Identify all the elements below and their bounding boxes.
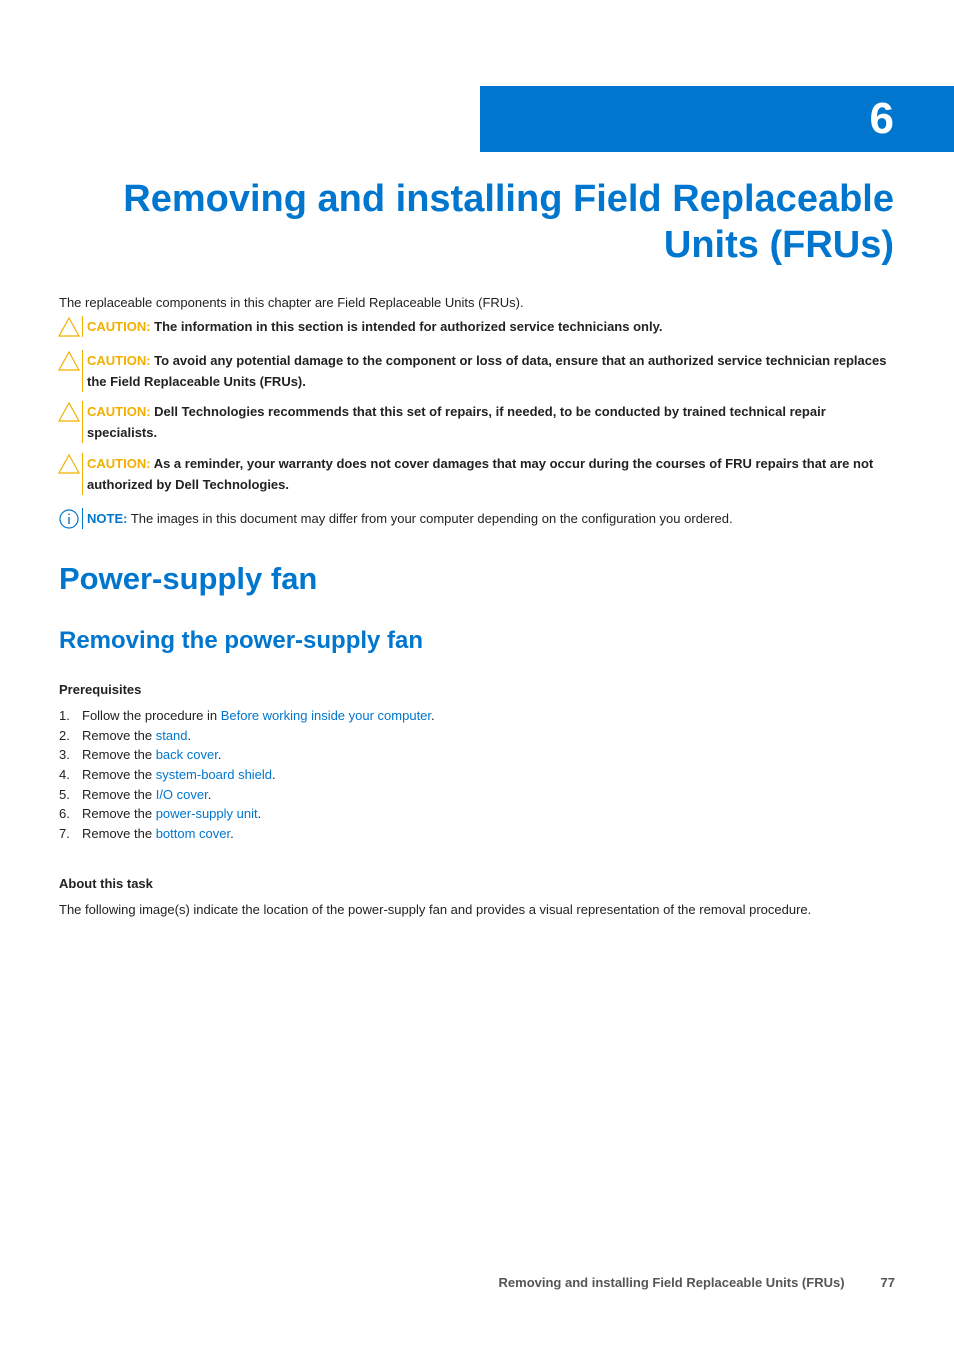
note-label: NOTE: bbox=[87, 511, 128, 526]
page-footer bbox=[499, 1275, 895, 1290]
list-item bbox=[59, 785, 435, 805]
step-text: Remove the bbox=[82, 747, 156, 763]
list-item bbox=[59, 765, 435, 785]
link-before-working[interactable]: Before working inside your computer bbox=[220, 708, 432, 723]
chapter-title-line2: Units (FRUs) bbox=[663, 224, 894, 266]
link-power-supply-unit[interactable]: power-supply unit bbox=[155, 806, 258, 822]
note-notice bbox=[58, 508, 888, 529]
step-number: 7. bbox=[59, 826, 70, 842]
step-number: 6. bbox=[59, 806, 70, 822]
step-suffix: . bbox=[272, 767, 276, 783]
step-text: Remove the bbox=[82, 826, 156, 842]
step-number: 1. bbox=[59, 708, 70, 723]
caution-text: To avoid any potential damage to the component or loss of data, ensure that an authorized service technician replaces the Field Replaceable Units (FRUs). bbox=[87, 353, 887, 389]
info-circle-icon bbox=[58, 508, 80, 530]
step-number: 3. bbox=[59, 747, 70, 763]
step-suffix: . bbox=[207, 786, 212, 802]
caution-label: CAUTION: bbox=[87, 404, 151, 419]
step-text: Remove the bbox=[82, 767, 156, 783]
link-io-cover[interactable]: I/O cover bbox=[155, 786, 208, 802]
list-item bbox=[59, 726, 435, 746]
caution-label: CAUTION: bbox=[87, 456, 151, 471]
step-text: Remove the bbox=[82, 727, 156, 743]
step-text: Remove the bbox=[82, 786, 156, 802]
caution-label: CAUTION: bbox=[87, 319, 151, 334]
step-suffix: . bbox=[187, 727, 192, 743]
link-bottom-cover[interactable]: bottom cover bbox=[155, 826, 231, 842]
list-item bbox=[59, 824, 435, 844]
link-stand[interactable]: stand bbox=[155, 727, 188, 743]
link-system-board-shield[interactable]: system-board shield bbox=[155, 767, 273, 783]
warning-triangle-icon bbox=[58, 453, 80, 475]
intro-text: The replaceable components in this chapter are Field Replaceable Units (FRUs). bbox=[59, 295, 524, 310]
step-suffix: . bbox=[431, 708, 435, 723]
caution-text: The information in this section is intended for authorized service technicians only. bbox=[154, 319, 663, 334]
footer-title: Removing and installing Field Replaceable Units (FRUs) bbox=[498, 1275, 845, 1290]
about-task-heading: About this task bbox=[59, 876, 153, 891]
chapter-number: 6 bbox=[869, 94, 894, 143]
prerequisites-list bbox=[59, 706, 435, 844]
step-suffix: . bbox=[230, 826, 234, 842]
caution-notice bbox=[58, 401, 888, 443]
list-item bbox=[59, 804, 435, 824]
list-item bbox=[59, 745, 435, 765]
step-number: 5. bbox=[59, 786, 70, 802]
step-text: Follow the procedure in bbox=[82, 708, 221, 723]
warning-triangle-icon bbox=[58, 350, 80, 372]
step-suffix: . bbox=[257, 806, 262, 822]
caution-text: Dell Technologies recommends that this set of repairs, if needed, to be conducted by trained technical repair specialists. bbox=[87, 404, 826, 440]
warning-triangle-icon bbox=[58, 316, 80, 338]
prerequisites-heading: Prerequisites bbox=[59, 682, 142, 697]
list-item bbox=[59, 706, 435, 726]
page-number: 77 bbox=[880, 1275, 895, 1290]
caution-notice bbox=[58, 453, 888, 495]
step-number: 2. bbox=[59, 727, 70, 743]
note-text: The images in this document may differ from your computer depending on the configuration you ordered. bbox=[130, 511, 733, 526]
step-text: Remove the bbox=[82, 806, 156, 822]
warning-triangle-icon bbox=[58, 401, 80, 423]
about-task-text: The following image(s) indicate the location of the power-supply fan and provides a visual representation of the removal procedure. bbox=[59, 902, 812, 917]
chapter-title-line1: Removing and installing Field Replaceable bbox=[123, 178, 894, 220]
section-title: Power-supply fan bbox=[59, 561, 318, 596]
caution-label: CAUTION: bbox=[87, 353, 151, 368]
link-back-cover[interactable]: back cover bbox=[155, 747, 218, 763]
caution-text: As a reminder, your warranty does not cover damages that may occur during the courses of FRU repairs that are not authorized by Dell Technologies. bbox=[87, 456, 874, 492]
caution-notice bbox=[58, 350, 888, 392]
chapter-number-banner bbox=[480, 86, 954, 152]
step-number: 4. bbox=[59, 767, 70, 783]
step-suffix: . bbox=[217, 747, 222, 763]
chapter-title bbox=[34, 176, 894, 268]
subsection-title: Removing the power-supply fan bbox=[59, 627, 424, 654]
caution-notice bbox=[58, 316, 888, 337]
